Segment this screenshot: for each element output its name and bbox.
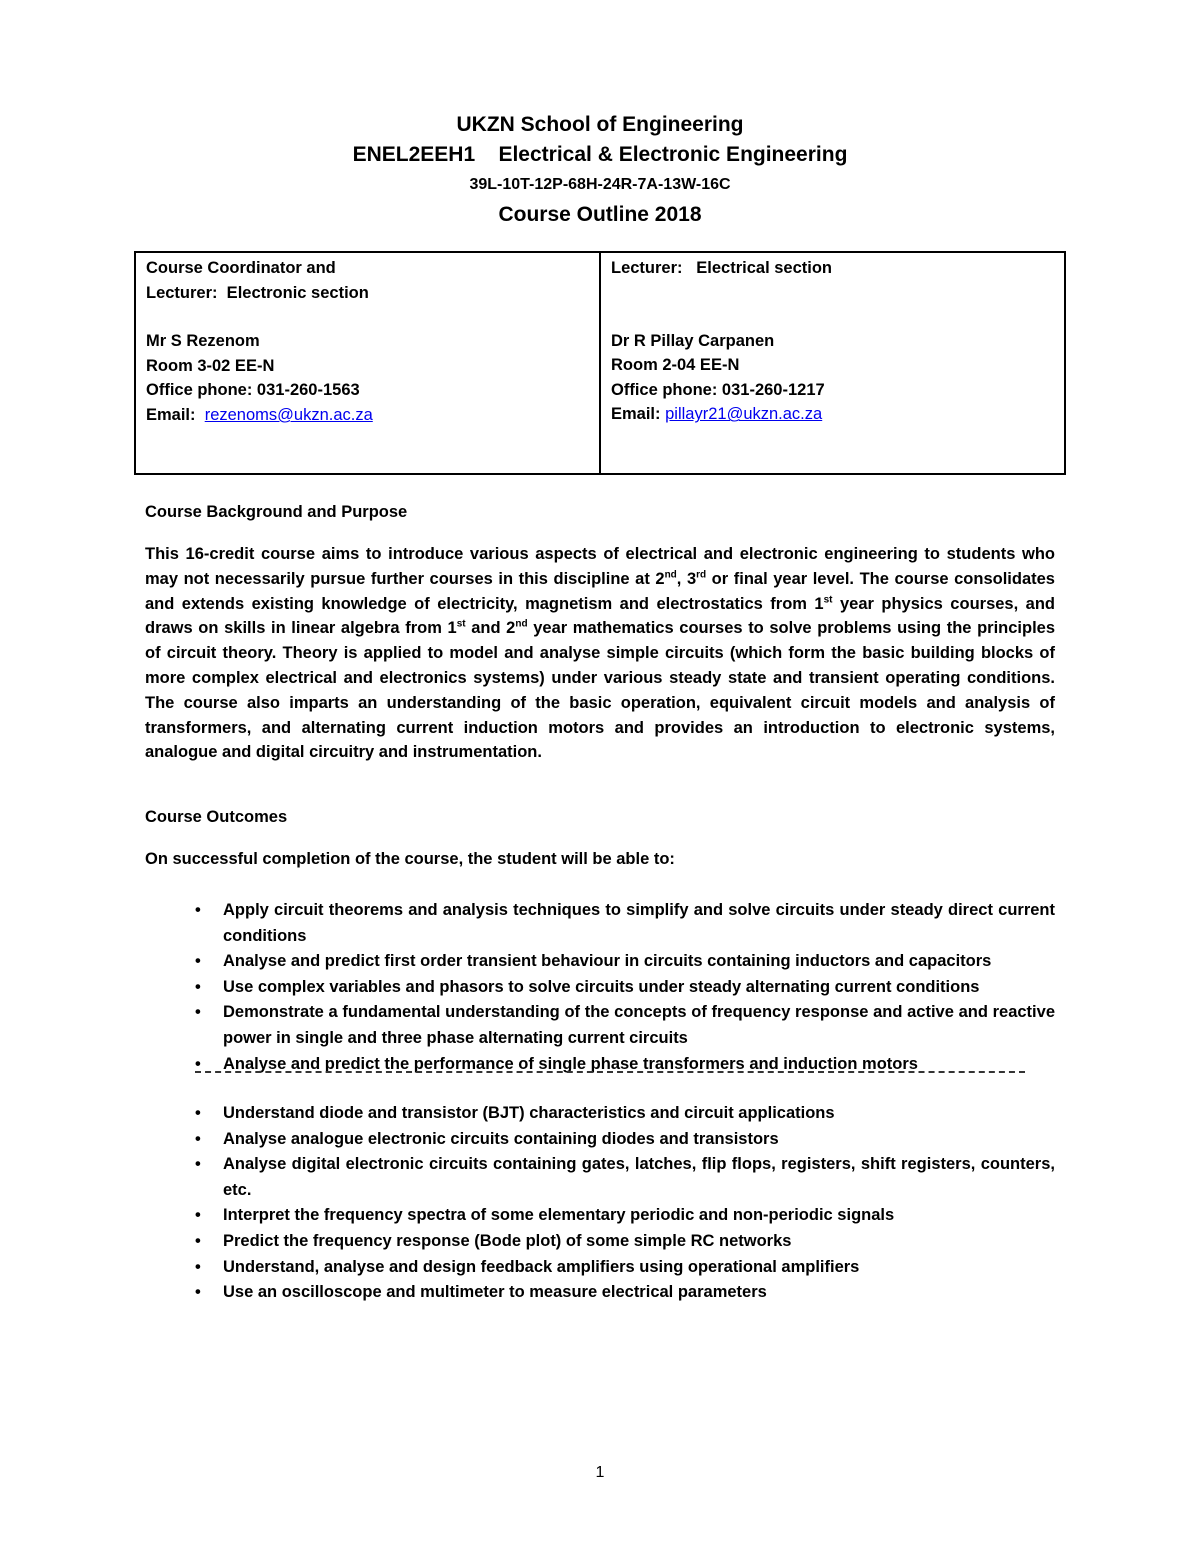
- school-title: UKZN School of Engineering: [456, 113, 744, 136]
- page-number: 1: [595, 1464, 605, 1481]
- list-item: • Use an oscilloscope and multimeter to measure electrical parameters: [195, 1280, 1055, 1306]
- right-email-link[interactable]: pillayr21@ukzn.ac.za: [665, 405, 823, 424]
- list-item: • Analyse and predict first order transient behaviour in circuits containing inductors and capacitors: [195, 949, 1055, 975]
- bullet-icon: •: [195, 1129, 201, 1148]
- contacts-table: [134, 251, 1066, 475]
- bullet-icon: •: [195, 1155, 201, 1174]
- bullet-icon: •: [195, 977, 201, 996]
- background-paragraph: This 16-credit course aims to introduce various aspects of electrical and electronic engineering to students who may not necessarily pursue further courses in this discipline at 2nd, 3rd or final year level. The course consolidates and extends existing knowledge of electricity, magnetism and electrostatics from 1st year physics courses, and draws on skills in linear algebra from 1st and 2nd year mathematics courses to solve problems using the principles of circuit theory. Theory is applied to model and analyse simple circuits (which form the basic building blocks of more complex electrical and electronics systems) under various steady state and transient operating conditions. The course also imparts an understanding of the basic operation, equivalent circuit models and analysis of transformers, and alternating current induction motors and provides an introduction to electronic systems, analogue and digital circuitry and instrumentation.: [145, 545, 1056, 762]
- contact-left-cell: [135, 252, 600, 474]
- list-item: • Analyse and predict the performance of single phase transformers and induction motors: [195, 1052, 1055, 1078]
- background-heading: Course Background and Purpose: [145, 503, 408, 521]
- outcomes-list-electrical: [195, 898, 1055, 1077]
- right-email-row: [611, 402, 1054, 427]
- bullet-icon: •: [195, 1054, 201, 1073]
- bullet-icon: •: [195, 1206, 201, 1225]
- outcomes-heading: Course Outcomes: [145, 808, 288, 826]
- left-room: Room 3-02 EE-N: [146, 356, 275, 375]
- right-role-line1: Lecturer: Electrical section: [611, 259, 833, 277]
- bullet-icon: •: [195, 1283, 201, 1302]
- list-item: • Analyse digital electronic circuits containing gates, latches, flip flops, registers, shift registers, counters, etc.: [195, 1152, 1055, 1203]
- right-name: Dr R Pillay Carpanen: [611, 331, 775, 350]
- section-divider: [195, 1071, 1025, 1073]
- left-email-label: Email:: [146, 405, 196, 424]
- bullet-icon: •: [195, 1104, 201, 1122]
- list-item: • Understand, analyse and design feedback amplifiers using operational amplifiers: [195, 1255, 1055, 1281]
- left-phone: Office phone: 031-260-1563: [146, 381, 360, 400]
- contact-right-cell: [600, 252, 1065, 474]
- left-role-line1: Course Coordinator and: [146, 259, 336, 277]
- left-email-row: [146, 403, 589, 428]
- bullet-icon: •: [195, 901, 201, 919]
- outcomes-list-electronic: [195, 1101, 1055, 1306]
- bullet-icon: •: [195, 1003, 201, 1022]
- list-item: • Interpret the frequency spectra of some elementary periodic and non-periodic signals: [195, 1203, 1055, 1229]
- list-item: • Use complex variables and phasors to solve circuits under steady alternating current conditions: [195, 975, 1055, 1001]
- bullet-icon: •: [195, 952, 201, 971]
- left-email-link[interactable]: rezenoms@ukzn.ac.za: [204, 405, 373, 424]
- right-email-label: Email:: [611, 405, 661, 424]
- course-code-hours: 39L-10T-12P-68H-24R-7A-13W-16C: [469, 176, 731, 193]
- title-block: [0, 110, 1200, 230]
- left-role-line2: Lecturer: Electronic section: [146, 283, 369, 302]
- right-room: Room 2-04 EE-N: [611, 356, 740, 375]
- list-item: • Analyse analogue electronic circuits containing diodes and transistors: [195, 1127, 1055, 1153]
- right-phone: Office phone: 031-260-1217: [611, 380, 825, 399]
- outcomes-intro: On successful completion of the course, the student will be able to:: [145, 850, 675, 868]
- course-title: ENEL2EEH1 Electrical & Electronic Engineering: [352, 143, 848, 166]
- list-item: • Demonstrate a fundamental understanding of the concepts of frequency response and active and reactive power in single and three phase alternating current circuits: [195, 1000, 1055, 1051]
- left-name: Mr S Rezenom: [146, 332, 260, 351]
- bullet-icon: •: [195, 1257, 201, 1276]
- bullet-icon: •: [195, 1231, 201, 1250]
- list-item: • Understand diode and transistor (BJT) characteristics and circuit applications: [195, 1101, 1055, 1127]
- list-item: • Predict the frequency response (Bode plot) of some simple RC networks: [195, 1229, 1055, 1255]
- list-item: • Apply circuit theorems and analysis techniques to simplify and solve circuits under steady direct current conditions: [195, 898, 1055, 949]
- outline-title: Course Outline 2018: [498, 203, 702, 226]
